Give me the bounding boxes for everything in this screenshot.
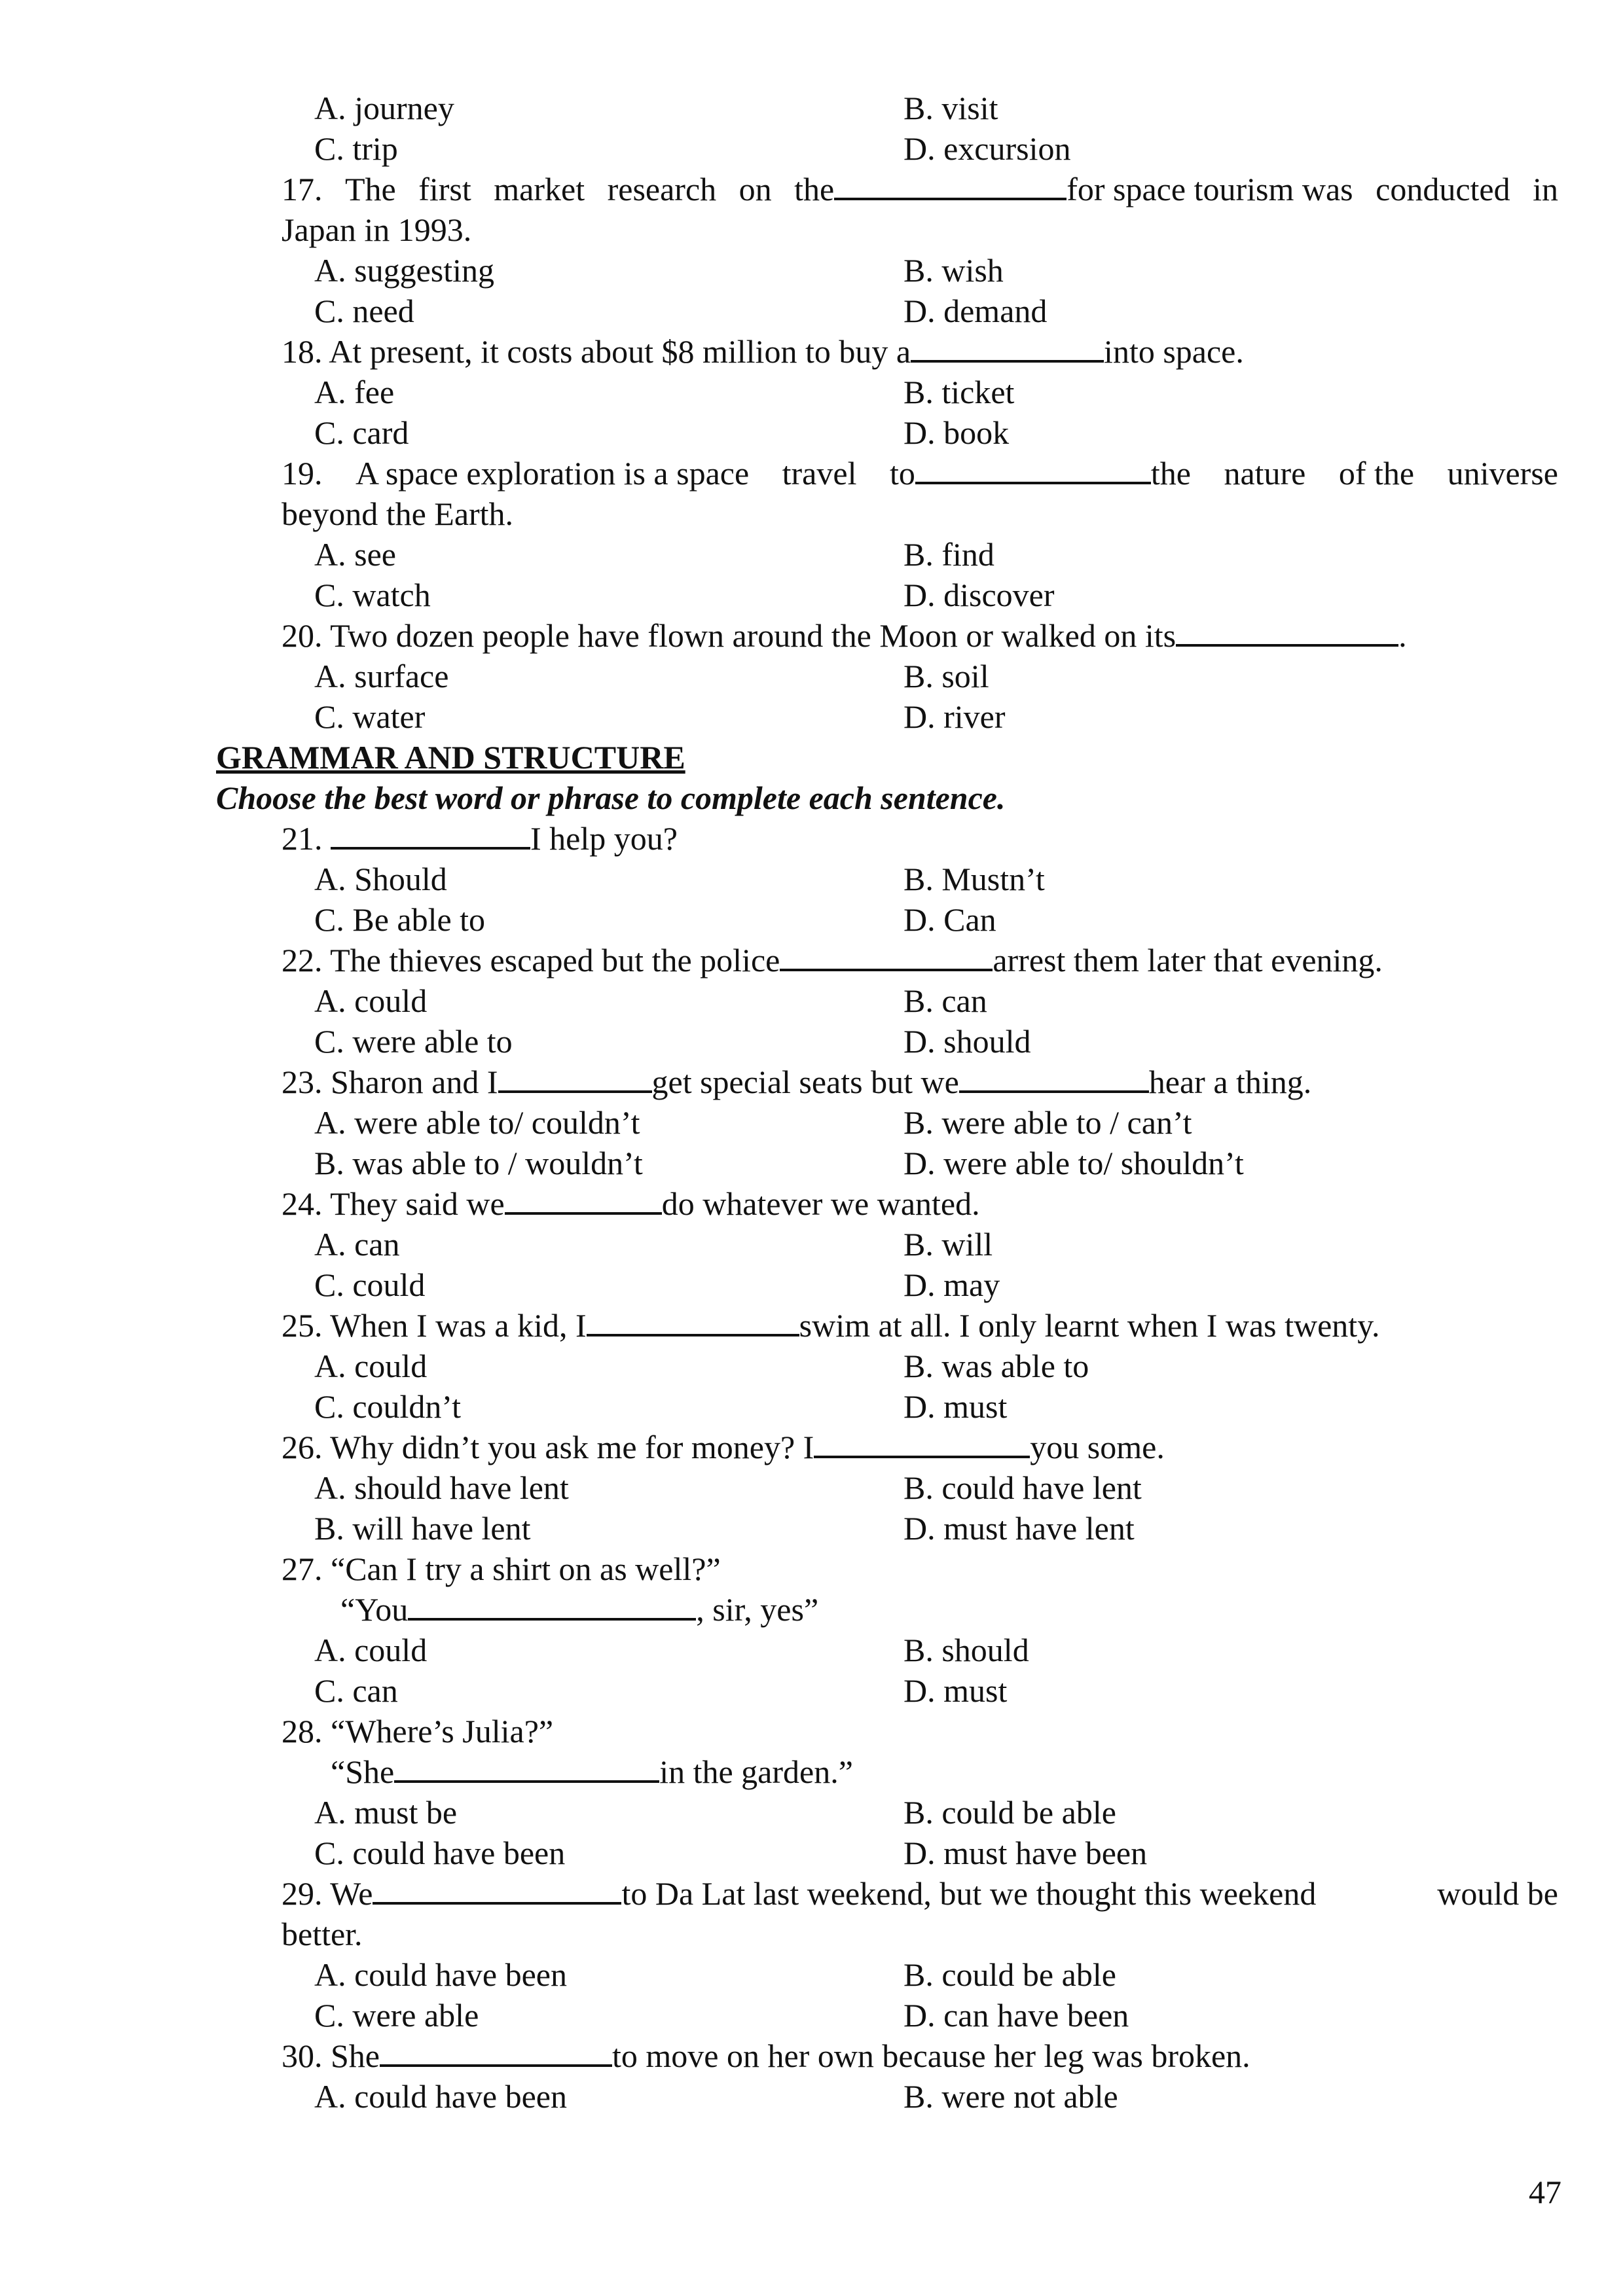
q17-options-row-1 xyxy=(0,250,1623,291)
q28-answer-blank[interactable] xyxy=(394,1751,659,1783)
section-instruction-row xyxy=(0,778,1623,818)
q25-options-row-1 xyxy=(0,1346,1623,1386)
q29-options-row-2 xyxy=(0,1995,1623,2036)
q26-stem: 26. Why didn’t you ask me for money? I you some. xyxy=(0,1427,1623,1467)
q22-stem: 22. The thieves escaped but the police arrest them later that evening. xyxy=(0,940,1623,980)
q22-options-row-1 xyxy=(0,980,1623,1021)
q19-word: universe xyxy=(1447,455,1558,492)
q17-word: The xyxy=(345,171,396,207)
q25-option-b: B. was able to xyxy=(903,1348,1089,1384)
q19-word: A space exploration is a space xyxy=(355,455,750,492)
q20-stem: 20. Two dozen people have flown around the Moon or walked on its . xyxy=(0,615,1623,656)
q19-word: of the xyxy=(1338,455,1415,492)
q27-option-d: D. must xyxy=(903,1672,1008,1709)
q23-answer-blank-2[interactable] xyxy=(959,1062,1149,1093)
page-number: 47 xyxy=(1529,2174,1561,2210)
q28-options-row-1 xyxy=(0,1792,1623,1833)
q17-option-b: B. wish xyxy=(903,252,1004,289)
q19-word: 19. xyxy=(282,455,323,492)
q18-options-row-1 xyxy=(0,372,1623,412)
q25-answer-blank[interactable] xyxy=(587,1305,799,1336)
q22-option-c: C. were able to xyxy=(314,1023,513,1060)
q25-option-a: A. could xyxy=(314,1348,428,1384)
q16-option-b: B. visit xyxy=(903,90,998,126)
q17-option-d: D. demand xyxy=(903,293,1048,329)
q22-option-d: D. should xyxy=(903,1023,1031,1060)
q23-answer-blank-1[interactable] xyxy=(498,1062,652,1093)
q18-option-c: C. card xyxy=(314,414,409,451)
q19-stem xyxy=(0,453,1623,493)
q25-option-c: C. couldn’t xyxy=(314,1388,462,1425)
q30-option-b: B. were not able xyxy=(903,2078,1118,2115)
q24-option-a: A. can xyxy=(314,1226,400,1263)
q19-option-a: A. see xyxy=(314,536,396,573)
q23-stem: 23. Sharon and I get special seats but we hear a thing. xyxy=(0,1062,1623,1102)
q18-options-row-2 xyxy=(0,412,1623,453)
q17-word: in xyxy=(1533,171,1558,207)
q21-option-a: A. Should xyxy=(314,861,447,897)
q21-option-c: C. Be able to xyxy=(314,901,486,938)
q19-word: to xyxy=(889,455,915,492)
q17-word: 17. xyxy=(282,171,323,207)
q26-option-d: D. must have lent xyxy=(903,1510,1135,1547)
q16-option-c: C. trip xyxy=(314,130,398,167)
q18-stem: 18. At present, it costs about $8 million to buy a into space. xyxy=(0,331,1623,372)
q19-options-row-1 xyxy=(0,534,1623,575)
q17-word: first xyxy=(418,171,471,207)
q26-options-row-2 xyxy=(0,1508,1623,1549)
q17-stem-continued: Japan in 1993. xyxy=(282,211,472,248)
q23-option-a: A. were able to/ couldn’t xyxy=(314,1104,640,1141)
q17-option-c: C. need xyxy=(314,293,414,329)
q24-option-c: C. could xyxy=(314,1266,426,1303)
q28-response: “She in the garden.” xyxy=(0,1751,1623,1792)
q23-option-c: B. was able to / wouldn’t xyxy=(314,1145,643,1181)
q18-option-b: B. ticket xyxy=(903,374,1015,410)
q28-option-c: C. could have been xyxy=(314,1835,566,1871)
q28-stem: 28. “Where’s Julia?” xyxy=(282,1713,554,1749)
q19-word: travel xyxy=(782,455,857,492)
q21-answer-blank[interactable] xyxy=(331,818,530,850)
q20-options-row-2 xyxy=(0,696,1623,737)
q29-options-row-1 xyxy=(0,1954,1623,1995)
q21-option-d: D. Can xyxy=(903,901,996,938)
q27-options-row-2 xyxy=(0,1670,1623,1711)
q29-option-d: D. can have been xyxy=(903,1997,1129,2034)
q22-option-b: B. can xyxy=(903,982,987,1019)
q20-option-d: D. river xyxy=(903,698,1006,735)
q29-option-c: C. were able xyxy=(314,1997,479,2034)
q17-option-a: A. suggesting xyxy=(314,252,494,289)
q18-answer-blank[interactable] xyxy=(911,331,1104,363)
q21-options-row-1 xyxy=(0,859,1623,899)
q24-option-b: B. will xyxy=(903,1226,993,1263)
q19-word: the xyxy=(1150,455,1191,492)
q28-option-b: B. could be able xyxy=(903,1794,1116,1831)
q30-stem: 30. She to move on her own because her leg was broken. xyxy=(0,2036,1623,2076)
q19-option-b: B. find xyxy=(903,536,994,573)
q20-answer-blank[interactable] xyxy=(1176,615,1398,647)
q22-answer-blank[interactable] xyxy=(780,940,993,971)
q23-options-row-1 xyxy=(0,1102,1623,1143)
q21-stem: 21. I help you? xyxy=(0,818,1623,859)
q17-word: market xyxy=(494,171,585,207)
q26-option-b: B. could have lent xyxy=(903,1469,1142,1506)
q26-option-c: B. will have lent xyxy=(314,1510,531,1547)
q22-option-a: A. could xyxy=(314,982,428,1019)
q17-options-row-2 xyxy=(0,291,1623,331)
q19-word: nature xyxy=(1224,455,1306,492)
q23-option-b: B. were able to / can’t xyxy=(903,1104,1192,1141)
q27-option-a: A. could xyxy=(314,1632,428,1668)
q26-option-a: A. should have lent xyxy=(314,1469,569,1506)
q28-options-row-2 xyxy=(0,1833,1623,1873)
section-heading: GRAMMAR AND STRUCTURE xyxy=(216,739,685,776)
q27-options-row-1 xyxy=(0,1630,1623,1670)
q17-stem xyxy=(0,169,1623,209)
q17-word: research xyxy=(607,171,717,207)
q19-stem-continued: beyond the Earth. xyxy=(282,495,514,532)
q16-options-row-1 xyxy=(0,88,1623,128)
q27-option-b: B. should xyxy=(903,1632,1029,1668)
q30-answer-blank[interactable] xyxy=(380,2036,612,2067)
q28-option-a: A. must be xyxy=(314,1794,458,1831)
q21-options-row-2 xyxy=(0,899,1623,940)
q29-stem: 29. We to Da Lat last weekend, but we thought this weekend would be xyxy=(0,1873,1623,1914)
q25-option-d: D. must xyxy=(903,1388,1008,1425)
q16-options-row-2 xyxy=(0,128,1623,169)
q29-option-a: A. could have been xyxy=(314,1956,567,1993)
section-heading-row xyxy=(0,737,1623,778)
q19-answer-blank[interactable] xyxy=(915,453,1151,484)
q19-option-c: C. watch xyxy=(314,577,431,613)
q25-stem: 25. When I was a kid, I swim at all. I only learnt when I was twenty. xyxy=(0,1305,1623,1346)
section-instruction: Choose the best word or phrase to complete each sentence. xyxy=(216,780,1006,816)
q20-option-a: A. surface xyxy=(314,658,449,694)
q24-options-row-1 xyxy=(0,1224,1623,1265)
q24-answer-blank[interactable] xyxy=(505,1183,662,1215)
q26-options-row-1 xyxy=(0,1467,1623,1508)
q20-option-c: C. water xyxy=(314,698,426,735)
q24-options-row-2 xyxy=(0,1265,1623,1305)
q23-options-row-2 xyxy=(0,1143,1623,1183)
q18-option-d: D. book xyxy=(903,414,1010,451)
q19-options-row-2 xyxy=(0,575,1623,615)
q17-answer-blank[interactable] xyxy=(834,169,1067,200)
q23-option-d: D. were able to/ shouldn’t xyxy=(903,1145,1244,1181)
q29-stem-continued: better. xyxy=(282,1916,363,1952)
q17-word: the xyxy=(794,171,835,207)
q20-option-b: B. soil xyxy=(903,658,989,694)
q27-stem: 27. “Can I try a shirt on as well?” xyxy=(282,1551,721,1587)
q29-answer-blank[interactable] xyxy=(373,1873,621,1905)
q17-word: on xyxy=(739,171,772,207)
q17-word: for space tourism was xyxy=(1067,171,1353,207)
q29-option-b: B. could be able xyxy=(903,1956,1116,1993)
q17-word: conducted xyxy=(1376,171,1510,207)
q21-option-b: B. Mustn’t xyxy=(903,861,1045,897)
q20-options-row-1 xyxy=(0,656,1623,696)
q16-option-d: D. excursion xyxy=(903,130,1071,167)
q16-option-a: A. journey xyxy=(314,90,454,126)
q19-option-d: D. discover xyxy=(903,577,1055,613)
q27-response: “You , sir, yes” xyxy=(0,1589,1623,1630)
q25-options-row-2 xyxy=(0,1386,1623,1427)
q27-answer-blank[interactable] xyxy=(408,1589,696,1621)
q30-options-row-1 xyxy=(0,2076,1623,2117)
q30-option-a: A. could have been xyxy=(314,2078,567,2115)
q27-option-c: C. can xyxy=(314,1672,398,1709)
q26-answer-blank[interactable] xyxy=(814,1427,1030,1458)
q28-option-d: D. must have been xyxy=(903,1835,1148,1871)
q22-options-row-2 xyxy=(0,1021,1623,1062)
q18-option-a: A. fee xyxy=(314,374,395,410)
q24-stem: 24. They said we do whatever we wanted. xyxy=(0,1183,1623,1224)
q24-option-d: D. may xyxy=(903,1266,1000,1303)
